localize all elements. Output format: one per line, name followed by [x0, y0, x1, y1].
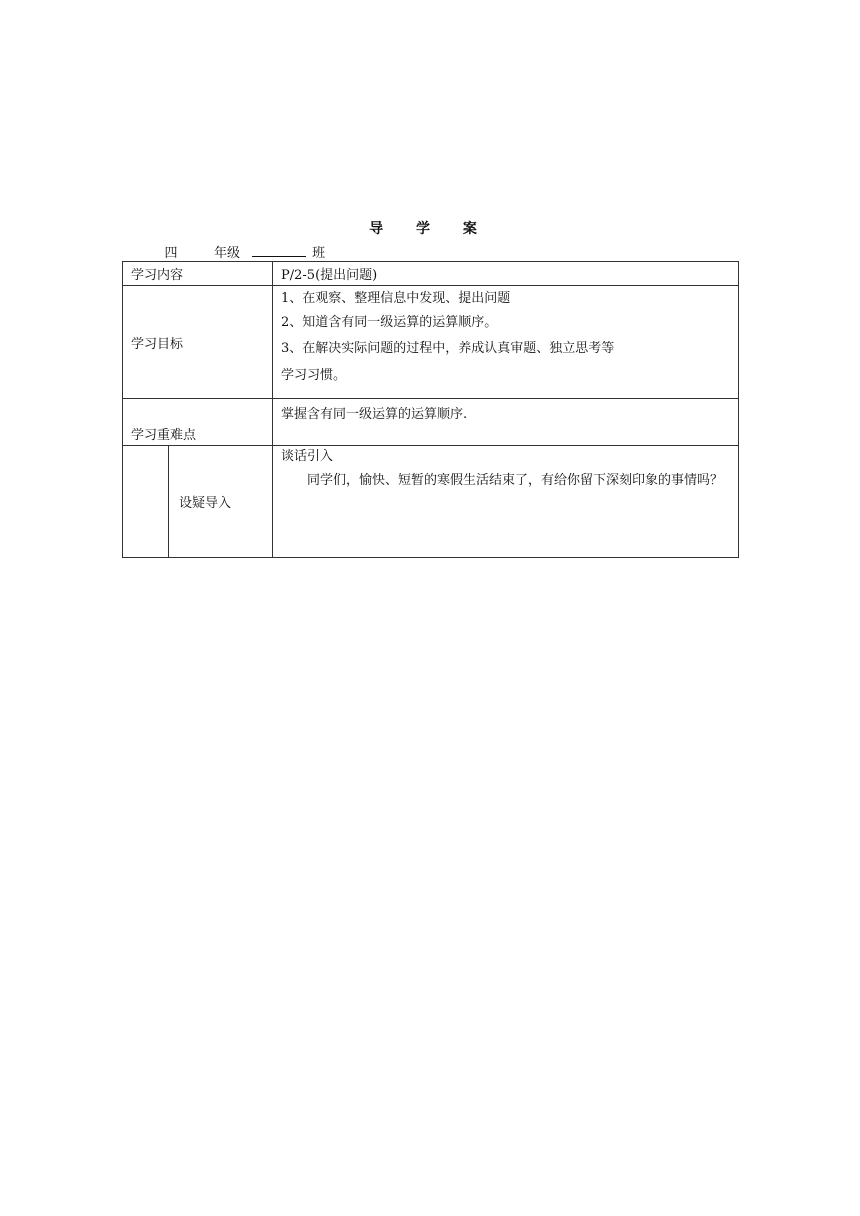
goals-label: 学习目标 — [123, 286, 273, 399]
table-row-intro-step — [123, 446, 739, 558]
grade-blank[interactable]: 四 — [130, 246, 212, 262]
goals-cell — [273, 286, 739, 399]
content-value: P/2-5(提出问题) — [273, 262, 739, 286]
step-label: 设疑导入 — [169, 446, 273, 558]
class-blank[interactable] — [252, 256, 306, 257]
talk-title: 谈话引入 — [281, 449, 334, 464]
table-row-goals — [123, 286, 739, 399]
table-row-content — [123, 262, 739, 286]
goal-item: 2、知道含有同一级运算的运算顺序。 — [281, 315, 498, 330]
table-row-key-points — [123, 399, 739, 446]
key-points-cell — [273, 399, 739, 446]
grade-label: 年级 — [214, 246, 241, 261]
content-label: 学习内容 — [123, 262, 273, 286]
class-label: 班 — [312, 246, 326, 261]
goal-item: 1、在观察、整理信息中发现、提出问题 — [281, 291, 511, 306]
study-plan-table — [122, 261, 739, 558]
goal-item: 3、在解决实际问题的过程中，养成认真审题、独立思考等 — [281, 341, 615, 356]
grade-class-line — [130, 242, 325, 262]
goal-item: 学习习惯。 — [281, 368, 347, 383]
intro-cell — [273, 446, 739, 558]
empty-step-cell — [123, 446, 169, 558]
key-points-value: 掌握含有同一级运算的运算顺序. — [281, 407, 468, 422]
talk-body: 同学们，愉快、短暂的寒假生活结束了，有给你留下深刻印象的事情吗？ — [307, 473, 724, 488]
page-title: 导 学 案 — [369, 221, 491, 237]
key-points-label: 学习重难点 — [123, 399, 273, 446]
